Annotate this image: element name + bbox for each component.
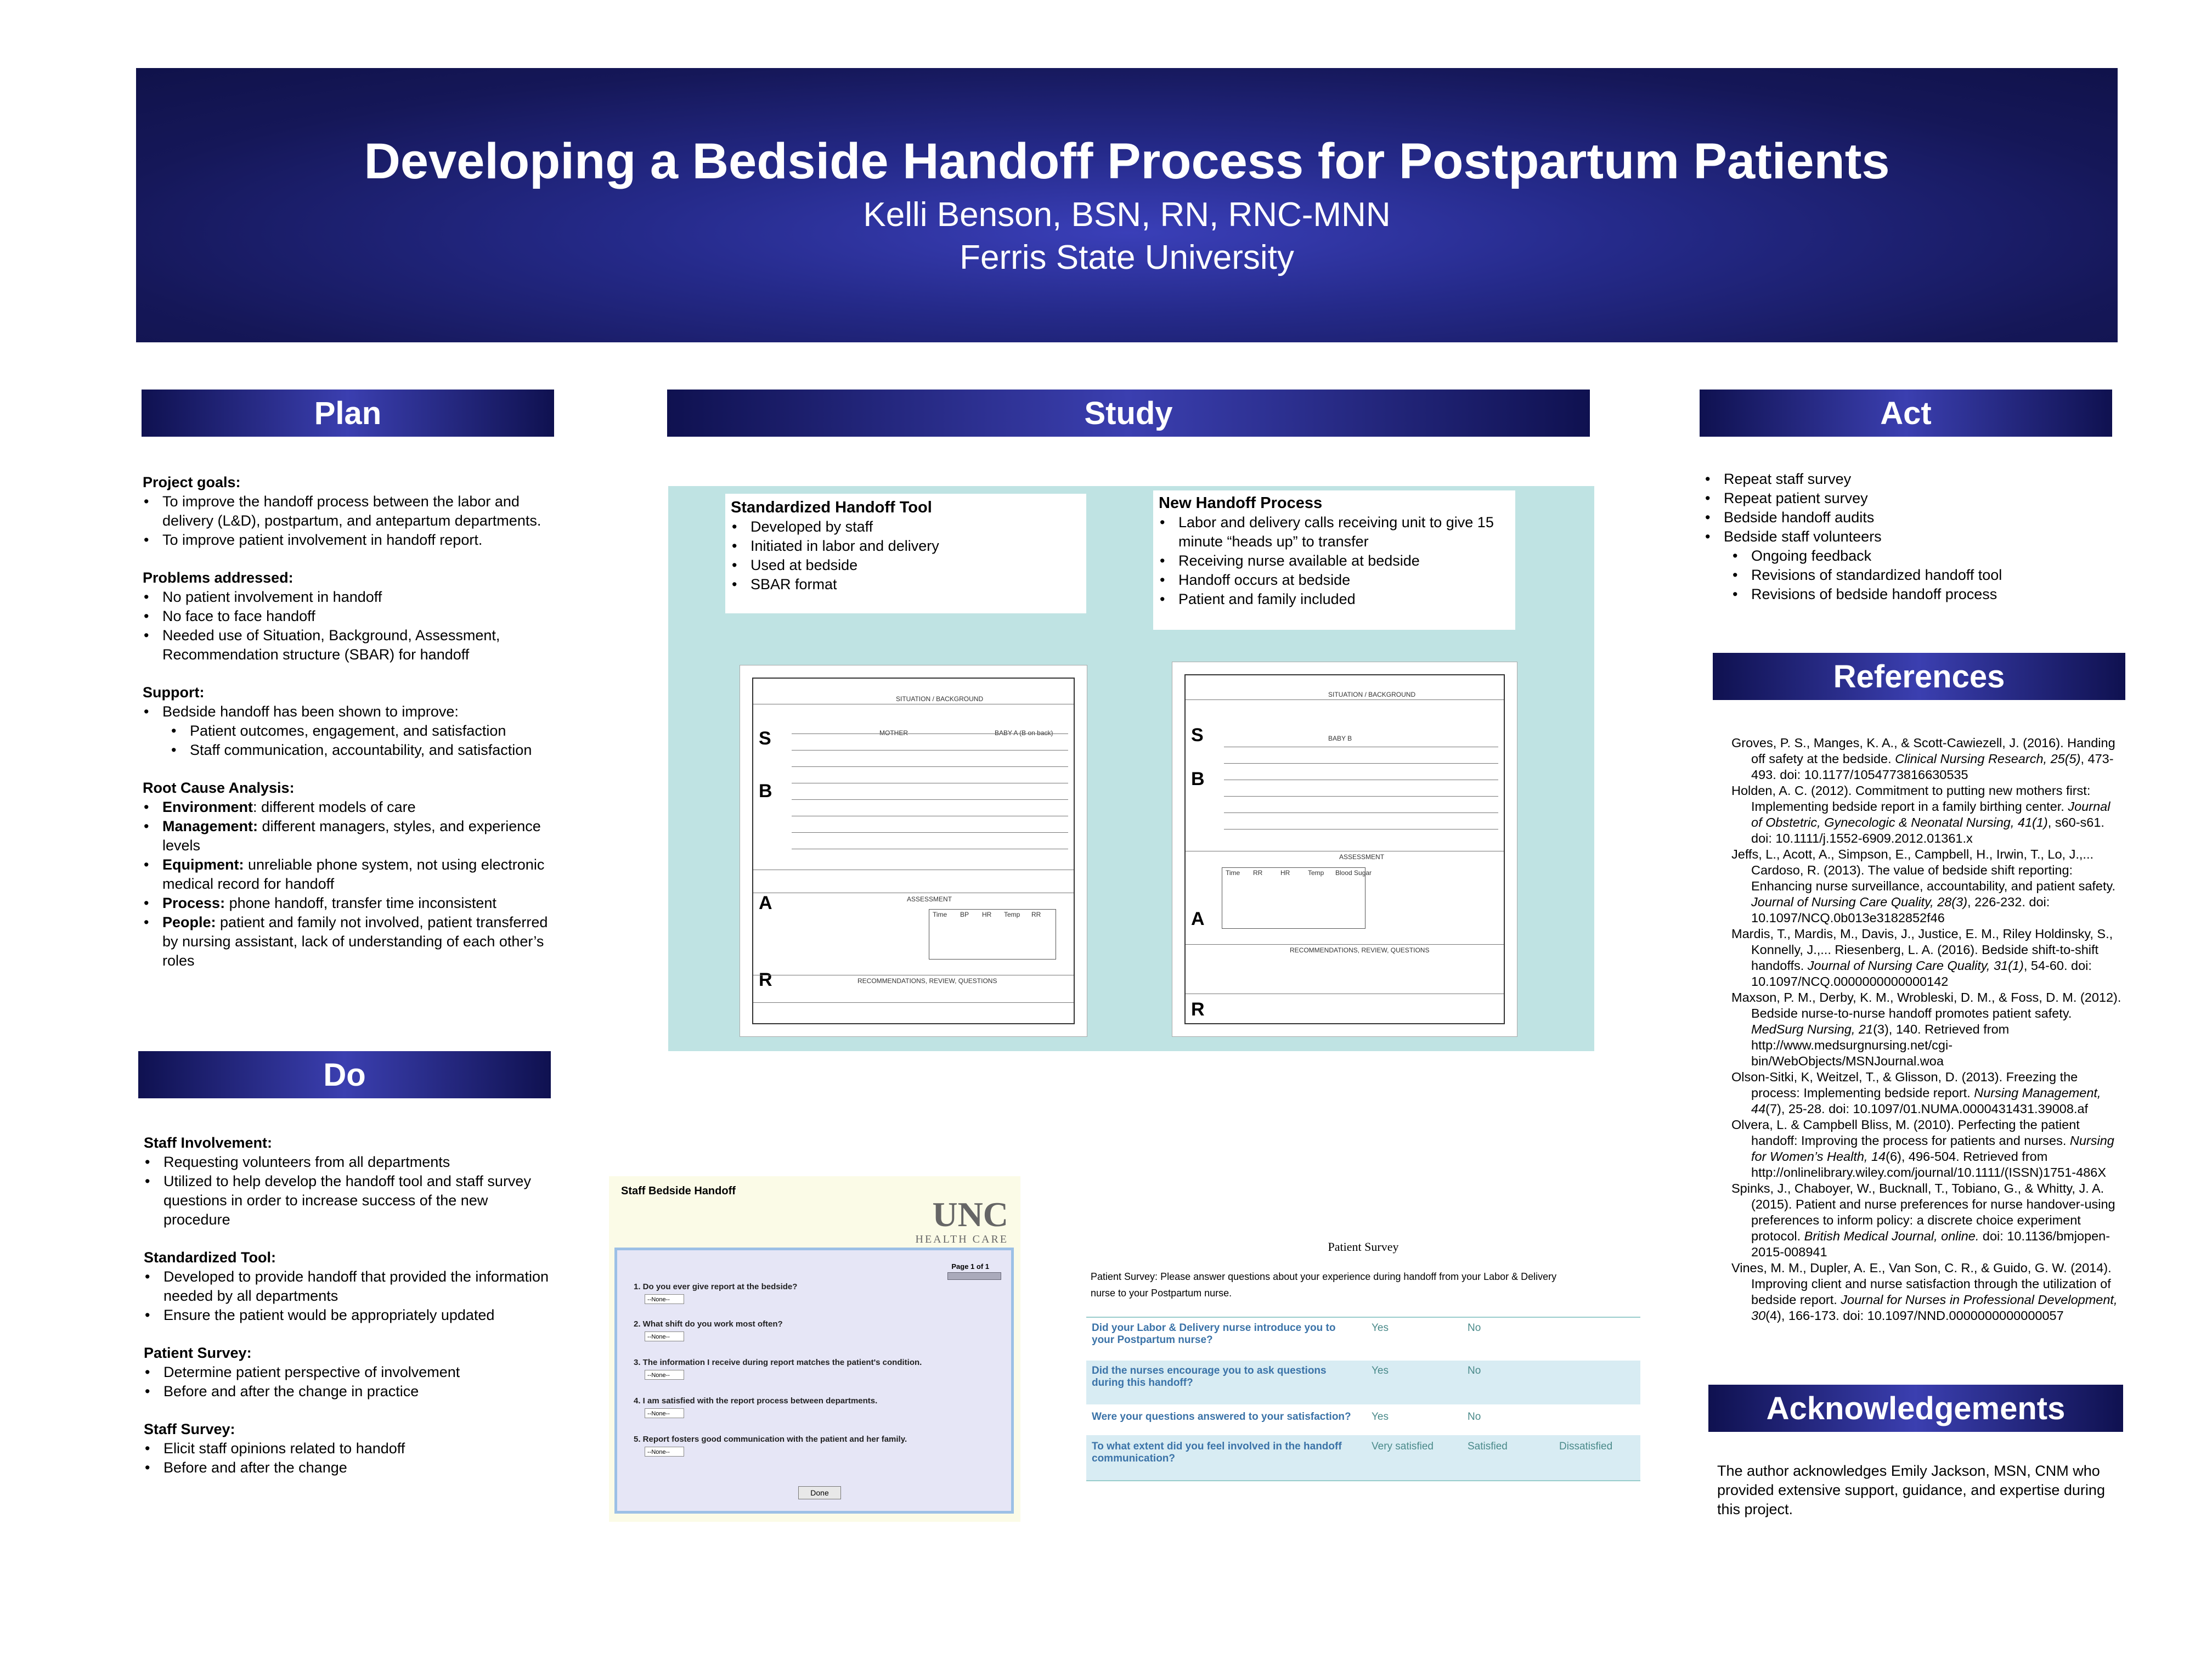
reference-item: Olvera, L. & Campbell Bliss, M. (2010). Perfecting the patient handoff: Improving the process for patients and nurses. Nursing for Women’s Health, 14(6), 496-504. Retrieved from http://onlinelibrary.wiley.com/journal/10.1111/(ISSN)1751-486X [1731,1118,2114,1180]
reference-item: Olson-Sitki, K, Weitzel, T., & Glisson, D. (2013). Freezing the process: Implementing bedside report. Nursing Management, 44(7), 25-28. doi: 10.1097/01.NUMA.0000431431.39008.af [1731,1070,2101,1116]
do-item: • Elicit staff opinions related to handoff [144,1439,550,1458]
act-header: Act [1700,390,2112,437]
act-content [1704,470,2110,604]
form-heading: ASSESSMENT [907,895,952,903]
goal-item: • To improve the handoff process between the labor and delivery (L&D), postpartum, and antepartum departments. [143,492,554,531]
survey-form [614,1248,1014,1514]
reference-item: Mardis, T., Mardis, M., Davis, J., Justice, E. M., Riley Holdinsky, S., Konnelly, J.,... Riesenberg, L. A. (2016). Bedside shift-to-shift handoffs. Journal of Nursing Care Quality, 31(1), 54-60. doi: 10.1097/NCQ.0000000000000142 [1731,927,2113,989]
sbar-letter: S [759,728,771,749]
do-item: • Ensure the patient would be appropriately updated [144,1306,550,1325]
plan-header: Plan [142,390,554,437]
do-item: • Before and after the change [144,1458,550,1477]
staff-survey-heading: Staff Survey: [144,1421,235,1437]
box-item: • Developed by staff [731,517,1081,537]
unc-logo-sub: HEALTH CARE [915,1233,1008,1245]
done-button[interactable]: Done [798,1486,841,1499]
box-item: • Handoff occurs at bedside [1159,571,1510,590]
survey-question: 3. The information I receive during report matches the patient's condition. [634,1358,922,1367]
patient-survey-title: Patient Survey [1328,1240,1399,1254]
survey-select[interactable]: --None-- [645,1294,684,1304]
problem-item: • No face to face handoff [143,607,554,626]
poster-title: Developing a Bedside Handoff Process for Postpartum Patients [364,133,1890,189]
do-header: Do [138,1051,551,1098]
reference-item: Holden, A. C. (2012). Commitment to putting new mothers first: Implementing bedside report in a family birthing center. Journal of Obstetric, Gynecologic & Neonatal Nursing, 41(1), s60-s61. doi: 10.1111/j.1552-6909.2012.01361.x [1731,783,2111,845]
study-panel [668,486,1594,1051]
problem-item: • Needed use of Situation, Background, Assessment, Recommendation structure (SBAR) for handoff [143,626,554,664]
patient-survey-heading: Patient Survey: [144,1345,252,1361]
act-subitem: • Revisions of standardized handoff tool [1704,566,2110,585]
rca-item: • Equipment: unreliable phone system, not using electronic medical record for handoff [143,855,554,894]
form-heading: RECOMMENDATIONS, REVIEW, QUESTIONS [857,977,997,985]
box-item: • Initiated in labor and delivery [731,537,1081,556]
reference-item: Spinks, J., Chaboyer, W., Bucknall, T., Tobiano, G., & Whitty, J. A. (2015). Patient and nurse preferences for nurse handover-using preferences to inform policy: a discrete choice experiment protocol. British Medical Journal, online. doi: 10.1136/bmjopen-2015-008941 [1731,1181,2115,1259]
sbar-form-image [740,665,1087,1037]
act-item: • Bedside handoff audits [1704,508,2110,527]
do-item: • Determine patient perspective of involvement [144,1363,550,1382]
box-item: • Labor and delivery calls receiving unit to give 15 minute “heads up” to transfer [1159,513,1510,551]
do-item: • Utilized to help develop the handoff tool and staff survey questions in order to increase success of the new procedure [144,1172,550,1229]
do-content [144,1133,550,1477]
acknowledgement-text: The author acknowledges Emily Jackson, MSN, CNM who provided extensive support, guidance, and expertise during this project. [1717,1463,2105,1517]
references-list [1731,735,2124,1324]
act-item: • Repeat patient survey [1704,489,2110,508]
patient-survey-image [1086,1234,1640,1487]
poster-author: Kelli Benson, BSN, RN, RNC-MNN [863,196,1391,234]
sbar-letter: S [1191,725,1204,746]
sbar-letter: B [759,781,772,802]
box-title: Standardized Handoff Tool [731,499,932,516]
standardized-tool-box [725,494,1086,613]
reference-item: Groves, P. S., Manges, K. A., & Scott-Cawiezell, J. (2016). Handing off safety at the bedside. Clinical Nursing Research, 25(5), 473-493. doi: 10.1177/1054773816630535 [1731,736,2115,782]
support-subitem: • Patient outcomes, engagement, and satisfaction [143,721,554,741]
box-item: • SBAR format [731,575,1081,594]
sbar-letter: A [1191,909,1205,929]
survey-select[interactable]: --None-- [645,1408,684,1418]
poster-institution: Ferris State University [960,239,1294,276]
form-heading: SITUATION / BACKGROUND [896,695,984,703]
rca-item: • People: patient and family not involved, patient transferred by nursing assistant, lack of understanding of each other’s roles [143,913,554,970]
plan-content [143,473,554,970]
act-subitem: • Ongoing feedback [1704,546,2110,566]
support-item: • Bedside handoff has been shown to improve: [143,702,554,721]
survey-question: 4. I am satisfied with the report process between departments. [634,1396,878,1406]
survey-select[interactable]: --None-- [645,1331,684,1341]
sbar-letter: R [1191,999,1205,1020]
form-heading: RECOMMENDATIONS, REVIEW, QUESTIONS [1290,946,1430,954]
survey-row: Did the nurses encourage you to ask questions during this handoff? Yes No [1086,1361,1640,1404]
support-subitem: • Staff communication, accountability, and satisfaction [143,741,554,760]
reference-item: Vines, M. M., Dupler, A. E., Van Son, C. R., & Guido, G. W. (2014). Improving client and nurse satisfaction through the utilization of bedside report. Journal for Nurses in Professional Development, 30(4), 166-173. doi: 10.1097/NND.0000000000000057 [1731,1261,2118,1323]
title-banner [136,68,2118,342]
reference-item: Jeffs, L., Acott, A., Simpson, E., Campbell, H., Irwin, T., Lo, J.,... Cardoso, R. (2013). The value of bedside shift reporting: Enhancing nurse surveillance, accountability, and patient safety. Journal of Nursing Care Quality, 28(3), 226-232. doi: 10.1097/NCQ.0b013e3182852f46 [1731,847,2116,925]
box-item: • Used at bedside [731,556,1081,575]
form-heading: ASSESSMENT [1339,853,1385,861]
vitals-table: Time BP HR Temp RR [929,909,1056,960]
reference-item: Maxson, P. M., Derby, K. M., Wrobleski, D. M., & Foss, D. M. (2012). Bedside nurse-to-nurse handoff promotes patient safety. MedSurg Nursing, 21(3), 140. Retrieved from http://www.medsurgnursing.net/cgi-bin/WebObjects/MSNJournal.woa [1731,990,2121,1068]
problems-heading: Problems addressed: [143,569,294,586]
act-item: • Bedside staff volunteers [1704,527,2110,546]
goal-item: • To improve patient involvement in handoff report. [143,531,554,550]
references-header: References [1713,653,2125,700]
sbar-letter: B [1191,769,1205,789]
survey-select[interactable]: --None-- [645,1370,684,1380]
vitals-table: Time RR HR Temp Blood Sugar [1222,867,1365,929]
rca-heading: Root Cause Analysis: [143,780,295,796]
act-subitem: • Revisions of bedside handoff process [1704,585,2110,604]
staff-involvement-heading: Staff Involvement: [144,1135,273,1151]
sbar-form-image [1172,662,1517,1037]
page-indicator: Page 1 of 1 [951,1262,989,1271]
survey-select[interactable]: --None-- [645,1447,684,1457]
form-label: BABY A (B on back) [995,729,1053,737]
box-item: • Receiving nurse available at bedside [1159,551,1510,571]
box-item: • Patient and family included [1159,590,1510,609]
staff-survey-image [609,1176,1020,1522]
page-bar [947,1272,1001,1280]
staff-survey-title: Staff Bedside Handoff [621,1185,736,1197]
act-item: • Repeat staff survey [1704,470,2110,489]
box-title: New Handoff Process [1159,494,1323,512]
survey-question: 1. Do you ever give report at the bedside? [634,1282,798,1291]
do-item: • Requesting volunteers from all departments [144,1153,550,1172]
problem-item: • No patient involvement in handoff [143,588,554,607]
sbar-letter: A [759,893,772,913]
form-label: MOTHER [879,729,908,737]
survey-row: Were your questions answered to your satisfaction? Yes No [1086,1404,1640,1435]
survey-row: Did your Labor & Delivery nurse introduce you to your Postpartum nurse? Yes No [1086,1317,1640,1362]
survey-question: 5. Report fosters good communication with the patient and her family. [634,1435,907,1444]
unc-logo: UNC [932,1195,1008,1234]
new-process-box [1153,490,1515,630]
survey-row: To what extent did you feel involved in the handoff communication? Very satisfied Satisfied Dissatisfied [1086,1435,1640,1481]
form-label: BABY B [1328,735,1352,742]
project-goals-heading: Project goals: [143,474,241,490]
rca-item: • Management: different managers, styles, and experience levels [143,817,554,855]
patient-survey-intro: Patient Survey: Please answer questions about your experience during handoff from your Labor & Delivery nurse to your Postpartum nurse. [1091,1271,1557,1299]
form-heading: SITUATION / BACKGROUND [1328,691,1416,698]
support-heading: Support: [143,684,205,701]
acknowledgements-header: Acknowledgements [1708,1385,2123,1432]
rca-item: • Environment: different models of care [143,798,554,817]
do-item: • Developed to provide handoff that provided the information needed by all departments [144,1267,550,1306]
rca-item: • Process: phone handoff, transfer time inconsistent [143,894,554,913]
study-header: Study [667,390,1590,437]
do-item: • Before and after the change in practice [144,1382,550,1401]
standardized-tool-heading: Standardized Tool: [144,1249,276,1266]
sbar-letter: R [759,969,772,990]
survey-question: 2. What shift do you work most often? [634,1319,783,1329]
